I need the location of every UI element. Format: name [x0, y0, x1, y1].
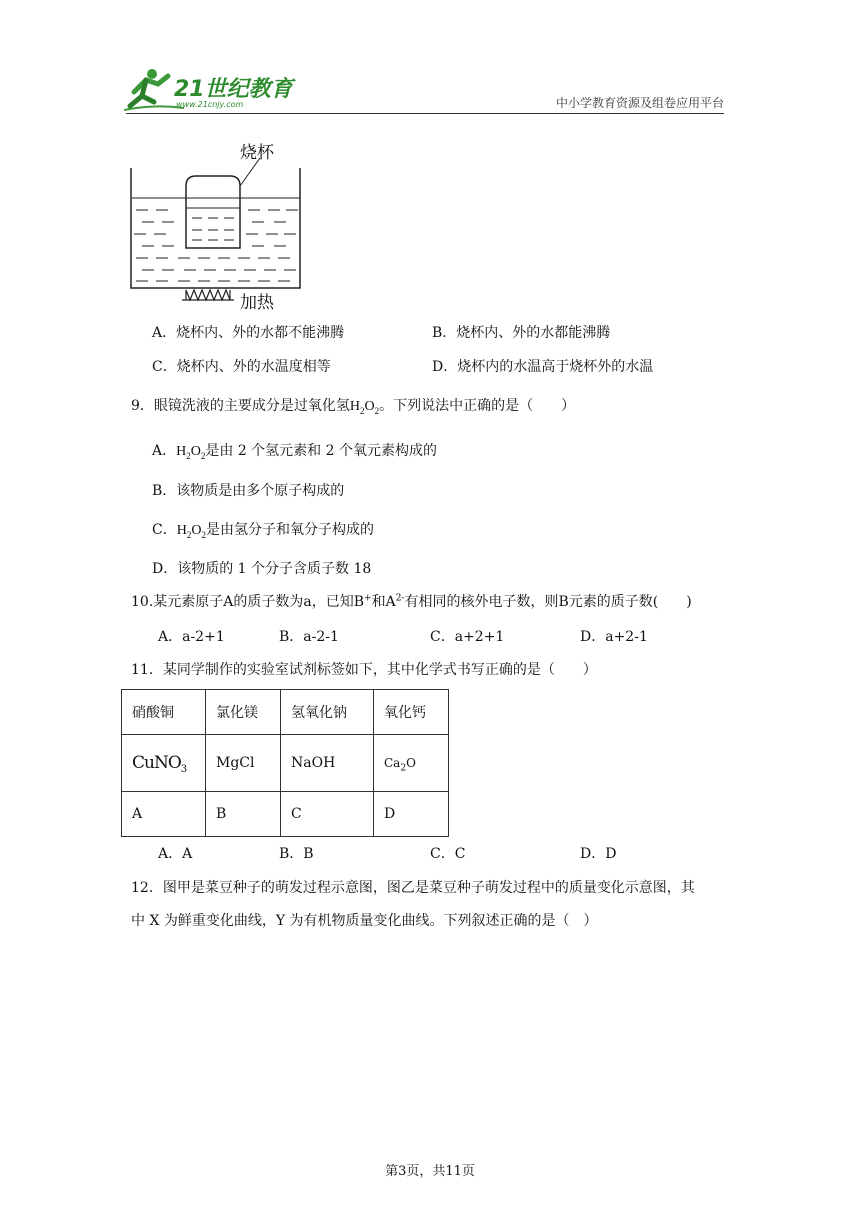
table-cell-letter: B	[206, 792, 281, 837]
h2o2-formula: $H_2O_2$	[349, 399, 380, 416]
q9-option-b[interactable]: B．该物质是由多个原子构成的	[152, 483, 345, 499]
page-number: 第3页，共11页	[385, 1164, 475, 1179]
heat-label: 加热	[240, 293, 274, 313]
q8-option-b[interactable]: B．烧杯内、外的水都能沸腾	[432, 325, 611, 341]
q10-option-b[interactable]: B．a-2-1	[279, 629, 339, 645]
table-cell-formula: MgCl	[206, 735, 281, 792]
q12-stem-line1: 12．图甲是菜豆种子的萌发过程示意图，图乙是菜豆种子萌发过程中的质量变化示意图，其	[131, 880, 695, 896]
table-cell-name: 硝酸铜	[122, 690, 206, 735]
q10-option-d[interactable]: D．a+2-1	[580, 629, 648, 645]
q10-stem: 10.某元素原子A的质子数为a，已知B+和$A^{2-}$有相同的核外电子数，则B元素的质子数( )	[131, 593, 692, 610]
q10-option-c[interactable]: C．a+2+1	[430, 629, 505, 645]
q8-option-c[interactable]: C．烧杯内、外的水温度相等	[152, 359, 331, 375]
q9-stem-text: 9．眼镜洗液的主要成分是过氧化氢	[131, 398, 350, 414]
q12-stem-line2: 中 X 为鲜重变化曲线，Y 为有机物质量变化曲线。下列叙述正确的是（ ）	[131, 913, 598, 929]
table-cell-letter: C	[281, 792, 374, 837]
beaker-label: 烧杯	[240, 143, 274, 163]
h2o2-formula: $H_2O_2$	[176, 444, 206, 461]
q9-stem	[131, 396, 575, 417]
q10-option-a[interactable]: A．a-2+1	[158, 629, 225, 645]
beaker-figure	[128, 138, 328, 313]
q8-option-d[interactable]: D．烧杯内的水温高于烧杯外的水温	[432, 359, 654, 375]
table-cell-formula: $Ca_2O$	[374, 735, 449, 792]
q11-option-a[interactable]: A．A	[158, 846, 193, 862]
table-cell-letter: A	[122, 792, 206, 837]
reagent-label-table	[121, 689, 449, 837]
header-slogan: 中小学教育资源及组卷应用平台	[555, 96, 724, 110]
q8-option-a[interactable]: A．烧杯内、外的水都不能沸腾	[152, 325, 345, 341]
q11-stem: 11．某同学制作的实验室试剂标签如下，其中化学式书写正确的是（ ）	[131, 662, 597, 678]
header-divider	[126, 113, 724, 114]
q11-option-b[interactable]: B．B	[279, 846, 314, 862]
table-cell-formula: NaOH	[281, 735, 374, 792]
q11-option-d[interactable]: D．D	[580, 846, 617, 862]
q9-stem-end: 。下列说法中正确的是（ ）	[379, 398, 576, 414]
q9-option-c[interactable]: C．$H_2O_2$是由氢分子和氧分子构成的	[152, 522, 374, 540]
beaker-diagram	[128, 138, 328, 313]
logo	[124, 66, 294, 114]
q9-option-d[interactable]: D．该物质的 1 个分子含质子数 18	[152, 561, 372, 577]
logo-text: 21世纪教育	[174, 77, 293, 102]
q9-option-a[interactable]: A．$H_2O_2$是由 2 个氢元素和 2 个氧元素构成的	[152, 443, 437, 461]
table-cell-name: 氧化钙	[374, 690, 449, 735]
q11-option-c[interactable]: C．C	[430, 846, 466, 862]
table-cell-name: 氢氧化钠	[281, 690, 374, 735]
table-cell-letter: D	[374, 792, 449, 837]
table-cell-formula: CuNO$_3$	[122, 735, 206, 792]
table-cell-name: 氯化镁	[206, 690, 281, 735]
logo-url: www.21cnjy.com	[176, 100, 244, 109]
h2o2-formula: $H_2O_2$	[176, 523, 206, 540]
